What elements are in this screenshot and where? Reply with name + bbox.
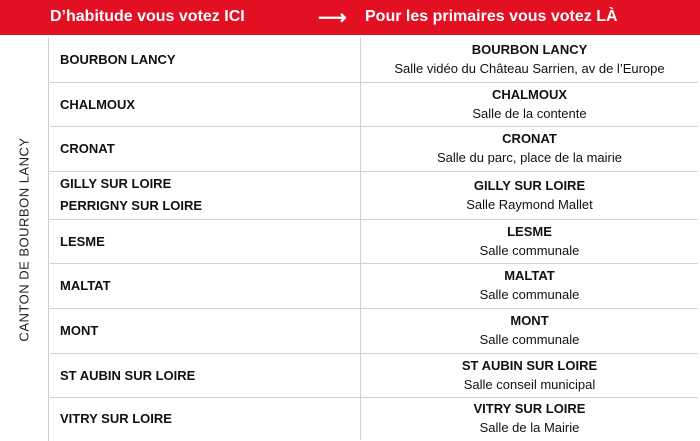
usual-commune: GILLY SUR LOIRE PERRIGNY SUR LOIRE [50, 171, 361, 219]
primary-location [361, 308, 699, 353]
table-row [50, 353, 698, 397]
primary-location [361, 37, 699, 82]
table-row [50, 126, 698, 171]
primary-commune: GILLY SUR LOIRE [473, 177, 586, 193]
primary-place: Salle du parc, place de la mairie [437, 150, 622, 165]
primary-commune: BOURBON LANCY [471, 41, 588, 57]
primary-place: Salle Raymond Mallet [466, 196, 593, 212]
primary-commune: LESME [507, 223, 552, 239]
primary-place: Salle communale [479, 242, 580, 258]
table-header [0, 0, 700, 35]
primary-location [361, 171, 699, 219]
primary-vote-header: Pour les primaires vous votez LÀ [365, 8, 618, 25]
table-row [50, 82, 698, 126]
primary-location [361, 126, 699, 171]
primary-location [361, 397, 699, 440]
primary-place: Salle conseil municipal [463, 376, 596, 392]
usual-commune: VITRY SUR LOIRE [50, 397, 361, 440]
usual-commune: LESME [50, 219, 361, 263]
primary-commune: MALTAT [504, 268, 555, 283]
primary-location [361, 219, 699, 263]
primary-place: Salle vidéo du Château Sarrien, av de l’Europe [394, 60, 665, 76]
usual-commune: MONT [50, 308, 361, 353]
primary-place: Salle de la contente [472, 105, 587, 121]
table-row [50, 308, 698, 353]
primary-location [361, 82, 699, 126]
usual-commune: MALTAT [50, 263, 361, 308]
polling-table [50, 37, 698, 440]
table-row [50, 171, 698, 219]
usual-commune: BOURBON LANCY [50, 37, 361, 82]
primary-commune: VITRY SUR LOIRE [473, 401, 586, 417]
primary-place: Salle de la Mairie [479, 420, 580, 436]
primary-location [361, 353, 699, 397]
usual-vote-header: D’habitude vous votez ICI [50, 8, 245, 25]
table-row [50, 219, 698, 263]
table-row [50, 263, 698, 308]
usual-commune: CRONAT [50, 126, 361, 171]
table-row [50, 37, 698, 82]
primary-commune: MONT [510, 313, 549, 328]
table-row [50, 397, 698, 440]
primary-commune: CHALMOUX [491, 86, 568, 102]
primary-location [361, 263, 699, 308]
canton-label: CANTON DE BOURBON LANCY [16, 136, 32, 342]
usual-commune: ST AUBIN SUR LOIRE [50, 353, 361, 397]
primary-place: Salle communale [479, 332, 580, 347]
primary-commune: ST AUBIN SUR LOIRE [461, 357, 598, 373]
usual-commune: CHALMOUX [50, 82, 361, 126]
canton-sidebar [0, 37, 49, 441]
primary-place: Salle communale [479, 287, 580, 302]
primary-commune: CRONAT [502, 131, 557, 146]
arrow-right-icon: ⟶ [318, 7, 347, 29]
